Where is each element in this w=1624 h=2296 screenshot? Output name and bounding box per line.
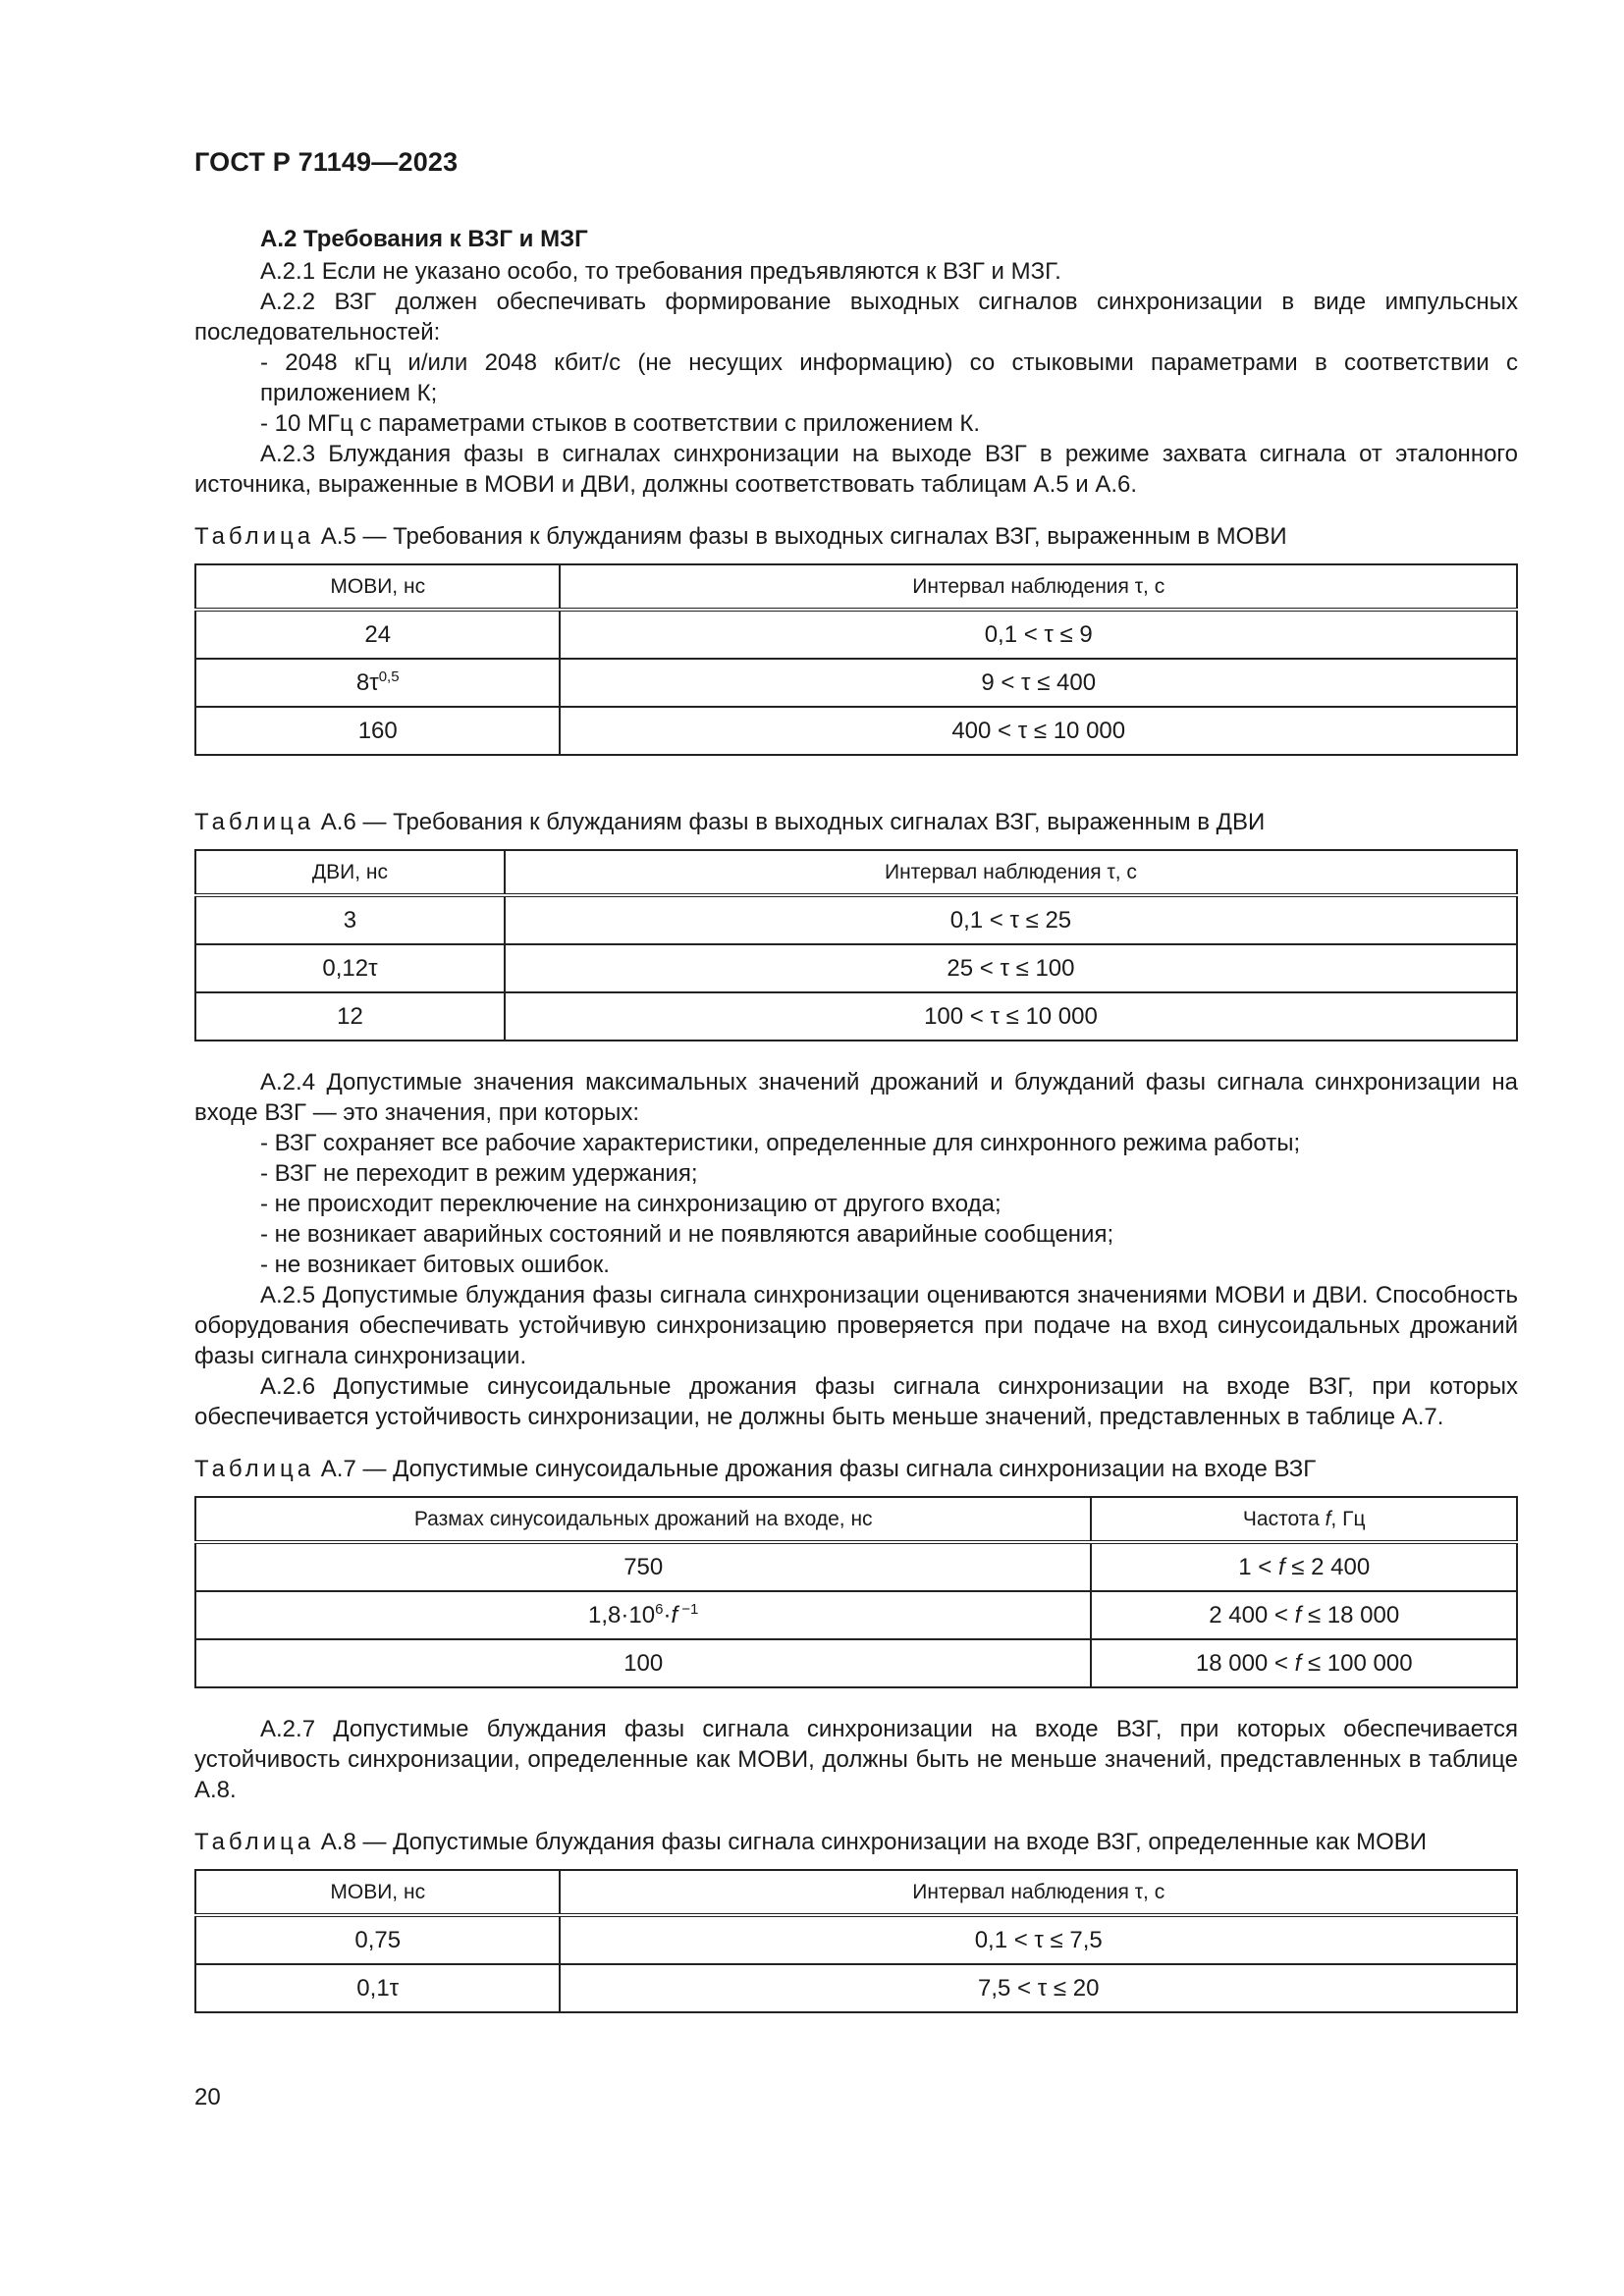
section-title: А.2 Требования к ВЗГ и МЗГ	[260, 226, 588, 252]
table-cell: 9 < τ ≤ 400	[560, 659, 1517, 707]
paragraph-a-2-5: А.2.5 Допустимые блуждания фазы сигнала синхронизации оцениваются значениями МОВИ и ДВИ. Способность оборудования обеспечивать устойчивую синхронизацию проверяется при подаче на вход синусоидальных дрожаний фазы сигнала синхронизации.	[194, 1282, 1518, 1369]
paragraph-a-2-3: А.2.3 Блуждания фазы в сигналах синхронизации на выходе ВЗГ в режиме захвата сигнала от эталонного источника, выраженные в МОВИ и ДВИ, должны соответствовать таблицам А.5 и А.6.	[194, 441, 1518, 498]
table-word: Таблица	[194, 1456, 315, 1482]
list-item: - ВЗГ сохраняет все рабочие характеристики, определенные для синхронного режима работы;	[260, 1130, 1301, 1156]
table-row	[195, 659, 1517, 707]
page-number: 20	[194, 2084, 221, 2110]
table-cell: 18 000 < f ≤ 100 000	[1091, 1639, 1517, 1687]
document-body	[194, 224, 1518, 2013]
table-header-cell: МОВИ, нс	[195, 564, 560, 610]
paragraph-a-2-4: А.2.4 Допустимые значения максимальных значений дрожаний и блужданий фазы сигнала синхронизации на входе ВЗГ — это значения, при которых:	[194, 1069, 1518, 1126]
table-row	[195, 944, 1517, 992]
table-cell: 3	[195, 895, 505, 944]
table-a6-caption: Таблица А.6 — Требования к блужданиям фазы в выходных сигналах ВЗГ, выраженным в ДВИ	[194, 809, 1266, 835]
table-cell: 7,5 < τ ≤ 20	[560, 1964, 1517, 2012]
table-row	[195, 1542, 1517, 1591]
table-a7-caption: Таблица А.7 — Допустимые синусоидальные дрожания фазы сигнала синхронизации на входе ВЗГ	[194, 1456, 1317, 1482]
paragraph-a-2-2: А.2.2 ВЗГ должен обеспечивать формирование выходных сигналов синхронизации в виде импульсных последовательностей:	[194, 289, 1518, 346]
table-cell: 100 < τ ≤ 10 000	[505, 992, 1517, 1041]
table-cell: 0,75	[195, 1915, 560, 1964]
table-word: Таблица	[194, 1829, 315, 1855]
table-a8	[194, 1869, 1518, 2013]
table-header-cell: Интервал наблюдения τ, с	[505, 850, 1517, 895]
list-item: - 2048 кГц и/или 2048 кбит/с (не несущих информацию) со стыковыми параметрами в соответствии с приложением К;	[260, 349, 1518, 406]
table-cell: 0,1 < τ ≤ 9	[560, 610, 1517, 659]
table-header-cell: Размах синусоидальных дрожаний на входе, нс	[195, 1497, 1091, 1542]
table-header-cell: ДВИ, нс	[195, 850, 505, 895]
table-cell: $8\tau^{0,5}$	[195, 659, 560, 707]
table-row	[195, 992, 1517, 1041]
table-row	[195, 1915, 1517, 1964]
list-item: - 10 МГц с параметрами стыков в соответствии с приложением К.	[260, 410, 981, 437]
paragraph-a-2-6: А.2.6 Допустимые синусоидальные дрожания фазы сигнала синхронизации на входе ВЗГ, при которых обеспечивается устойчивость синхронизации, не должны быть меньше значений, представленных в таблице А.7.	[194, 1373, 1518, 1430]
table-header-cell: МОВИ, нс	[195, 1870, 560, 1915]
table-cell: 400 < τ ≤ 10 000	[560, 707, 1517, 755]
table-cell: 24	[195, 610, 560, 659]
table-a6	[194, 849, 1518, 1041]
table-row	[195, 707, 1517, 755]
list-item: - не возникает аварийных состояний и не появляются аварийные сообщения;	[260, 1221, 1114, 1248]
table-row	[195, 1964, 1517, 2012]
table-cell: 160	[195, 707, 560, 755]
document-header: ГОСТ Р 71149—2023	[194, 147, 459, 177]
table-cell: 750	[195, 1542, 1091, 1591]
table-cell: 2 400 < f ≤ 18 000	[1091, 1591, 1517, 1639]
table-cell: 100	[195, 1639, 1091, 1687]
table-header-cell: Интервал наблюдения τ, с	[560, 1870, 1517, 1915]
table-a5	[194, 563, 1518, 756]
table-word: Таблица	[194, 809, 315, 835]
table-a5-caption: Таблица А.5 — Требования к блужданиям фазы в выходных сигналах ВЗГ, выраженным в МОВИ	[194, 523, 1287, 550]
list-item: - не происходит переключение на синхронизацию от другого входа;	[260, 1191, 1001, 1217]
table-cell: $1,8\cdot 10^6\cdot f$ $^{-1}$	[195, 1591, 1091, 1639]
table-row	[195, 610, 1517, 659]
list-item: - не возникает битовых ошибок.	[260, 1252, 610, 1278]
table-cell: 0,12τ	[195, 944, 505, 992]
table-header-cell: Интервал наблюдения τ, с	[560, 564, 1517, 610]
table-row	[195, 895, 1517, 944]
paragraph-a-2-7: А.2.7 Допустимые блуждания фазы сигнала синхронизации на входе ВЗГ, при которых обеспечивается устойчивость синхронизации, определенные как МОВИ, должны быть не меньше значений, представленных в таблице А.8.	[194, 1716, 1518, 1803]
list-item: - ВЗГ не переходит в режим удержания;	[260, 1160, 698, 1187]
table-cell: 0,1τ	[195, 1964, 560, 2012]
table-row	[195, 1639, 1517, 1687]
table-row	[195, 1591, 1517, 1639]
table-cell: 0,1 < τ ≤ 25	[505, 895, 1517, 944]
table-header-cell: Частота f, Гц	[1091, 1497, 1517, 1542]
table-word: Таблица	[194, 523, 315, 550]
table-cell: 1 < f ≤ 2 400	[1091, 1542, 1517, 1591]
table-a8-caption: Таблица А.8 — Допустимые блуждания фазы сигнала синхронизации на входе ВЗГ, определенные как МОВИ	[194, 1829, 1428, 1855]
paragraph-a-2-1: А.2.1 Если не указано особо, то требования предъявляются к ВЗГ и МЗГ.	[260, 258, 1061, 285]
table-a7	[194, 1496, 1518, 1688]
table-cell: 0,1 < τ ≤ 7,5	[560, 1915, 1517, 1964]
table-cell: 12	[195, 992, 505, 1041]
table-cell: 25 < τ ≤ 100	[505, 944, 1517, 992]
